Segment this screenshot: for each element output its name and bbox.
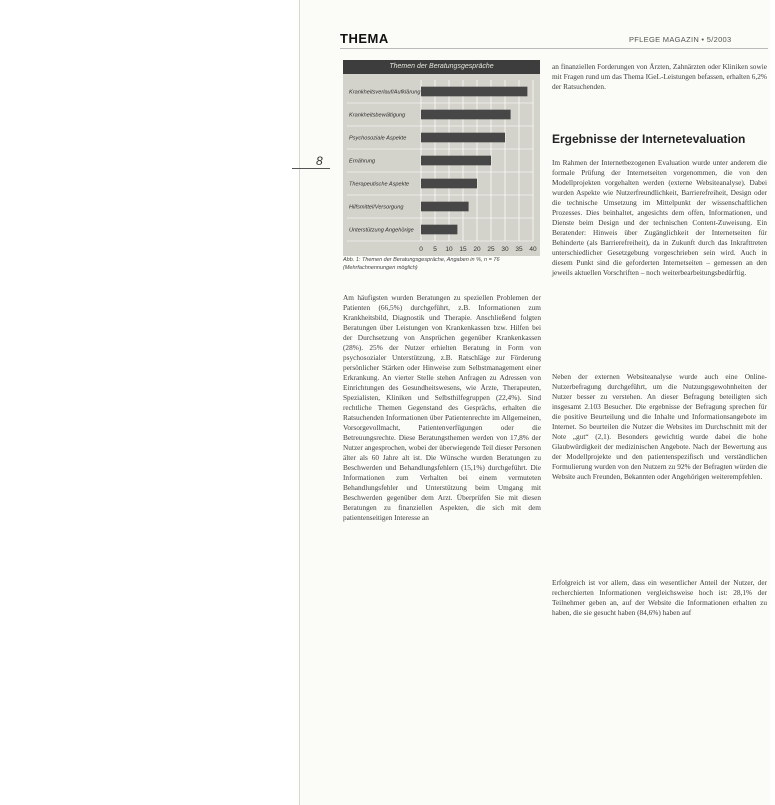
x-tick-label: 20 <box>473 246 481 253</box>
chart-bar <box>421 202 469 212</box>
chart-bar <box>421 179 477 189</box>
right-text-column-2 <box>552 372 767 491</box>
right-paragraph-1: Im Rahmen der Internetbezogenen Evaluation wurde unter anderem die formale Prüfung der Internetseiten vorgenommen, die von den Modellprojekten vorgehalten werden (externe Websiteanalyse). Dabei wurden Aspekte wie Nutzerfreundlichkeit, Barrierefreiheit, Design oder die technische Umsetzung im Mittelpunkt der wissenschaftlichen Prozesses. Dies beinhaltet, angesichts dem offen, Informationen, und Dienste beim Design und der technischen Content-Zuweisung. Ein Beratender: Hinweis über Zugänglichkeit der Internetseiten für Behinderte (als Barrierefreiheit), da in Zukunft durch das Inkrafttreten unterschiedlicher Gesetzgebung vorgeschrieben sein wird. Auch in diesem Punkt sind die geforderten Internetseiten – gemessen an den jeweils aktuellen Vorschriften – noch weiterbearbeitungsbedürftig. <box>552 158 767 277</box>
left-text-column <box>343 293 541 532</box>
chart-title: Themen der Beratungsgespräche <box>343 60 540 74</box>
margin-marker <box>292 150 328 180</box>
header-divider <box>340 48 768 49</box>
chart-canvas <box>343 60 540 256</box>
x-tick-label: 0 <box>419 246 423 253</box>
x-tick-label: 5 <box>433 246 437 253</box>
bar-chart <box>343 60 540 256</box>
x-tick-label: 10 <box>445 246 453 253</box>
category-label: Krankheitsbewältigung <box>349 112 406 119</box>
section-title: THEMA <box>340 31 389 46</box>
chart-bar <box>421 110 511 120</box>
category-label: Therapeutische Aspekte <box>349 181 410 188</box>
category-label: Ernährung <box>349 158 376 165</box>
margin-number: 8 <box>316 154 323 168</box>
chart-bar <box>421 225 457 235</box>
chart-bar <box>421 156 491 166</box>
chart-caption: Abb. 1: Themen der Beratungsgespräche, Angaben in %, n = 76 (Mehrfachnennungen möglich) <box>343 257 500 271</box>
x-tick-label: 15 <box>459 246 467 253</box>
category-label: Krankheitsverlauf/Aufklärung <box>349 89 421 96</box>
right-paragraph-3: Erfolgreich ist vor allem, dass ein wesentlicher Anteil der Nutzer, der recherchierten Informationen vergleichsweise hoch ist: 28,1% der Teilnehmer geben an, auf der Website die Informationen erhalten zu haben, die sie gesucht haben (84,6%) haben auf <box>552 578 767 617</box>
x-tick-label: 35 <box>515 246 523 253</box>
right-intro-paragraph: an finanziellen Forderungen von Ärzten, Zahnärzten oder Kliniken sowie mit Fragen rund um das Thema IGeL-Leistungen befassen, erhalten 6,2% der Ratsuchenden. <box>552 62 767 91</box>
x-tick-label: 25 <box>487 246 495 253</box>
section-heading: Ergebnisse der Internetevaluation <box>552 132 746 146</box>
right-text-column <box>552 158 767 287</box>
x-tick-label: 30 <box>501 246 509 253</box>
category-label: Unterstützung Angehörige <box>349 227 414 234</box>
left-paragraph: Am häufigsten wurden Beratungen zu speziellen Problemen der Patienten (66,5%) durchgeführt, z.B. Informationen zum Krankheitsbild, Diagnostik und Therapie. Anschließend folgten Beratungen über Leistungen von Krankenkassen bzw. Hilfen bei der Durchsetzung von Ansprüchen gegenüber Krankenkassen (28%). 25% der Nutzer erhielten Beratung in Form von psychosozialer Unterstützung, z.B. Ratschläge zur Förderung persönlicher Stärken oder Hinweise zum Selbstmanagement einer Erkrankung. An vierter Stelle stehen Anfragen zu Adressen von Einrichtungen des Gesundheitswesens, wie Ärzte, Therapeuten, Spezialisten, Kliniken und Selbsthilfegruppen (22,4%). Sind rechtliche Themen Gegenstand des Gesprächs, erhalten die Ratsuchenden Informationen über Patientenrechte im Allgemeinen, Vorsorgevollmacht, Patientenverfügungen oder die Betreuungsrechte. Diese Beratungsthemen werden von 17,8% der Nutzer angesprochen, wobei der überwiegende Teil dieser Personen älter als 60 Jahre alt ist. Die Wünsche wurden Beratungen zu Beschwerden und Behandlungsfehlern (15,1%) durchgeführt. Die Informationen zum Verhalten bei einem vermuteten Behandlungsfehler und Unterstützung beim Umgang mit Beschwerden gegenüber dem Arzt. Überprüfen Sie mit diesen Beratungen zu finanziellen Aspekten, die sich mit dem patientenseitigen Interesse an <box>343 293 541 522</box>
x-tick-label: 40 <box>529 246 537 253</box>
category-label: Psychosoziale Aspekte <box>349 135 407 142</box>
right-text-column-3 <box>552 578 767 627</box>
magazine-issue: PFLEGE MAGAZIN • 5/2003 <box>629 35 732 44</box>
chart-bar <box>421 133 505 143</box>
right-paragraph-2: Neben der externen Websiteanalyse wurde auch eine Online-Nutzerbefragung durchgeführt, um die Nutzungsgewohnheiten der Nutzer besser zu verstehen. An dieser Befragung beteiligten sich insgesamt 2.103 Besucher. Die ergebnisse der Befragung sprechen für die positive Beurteilung und die Inhalte und Informationsangebote im Internet. So beurteilen die Nutzer die Websites im Durchschnitt mit der Note „gut“ (2,1). Besonders gewichtig wurde dabei die hohe Glaubwürdigkeit der medizinischen Angebote. Nach der Bewertung aus der Modellprojekte und den patientenspezifisch und verständlichen Formulierung wurden von den Nutzern zu 92% der Befragten würden die Website auch Freunden, Bekannten oder Angehörigen weiterempfehlen. <box>552 372 767 481</box>
chart-bar <box>421 87 527 97</box>
right-intro-text <box>552 62 767 101</box>
margin-rule <box>292 168 330 169</box>
category-label: Hilfsmittel/Versorgung <box>349 204 404 211</box>
